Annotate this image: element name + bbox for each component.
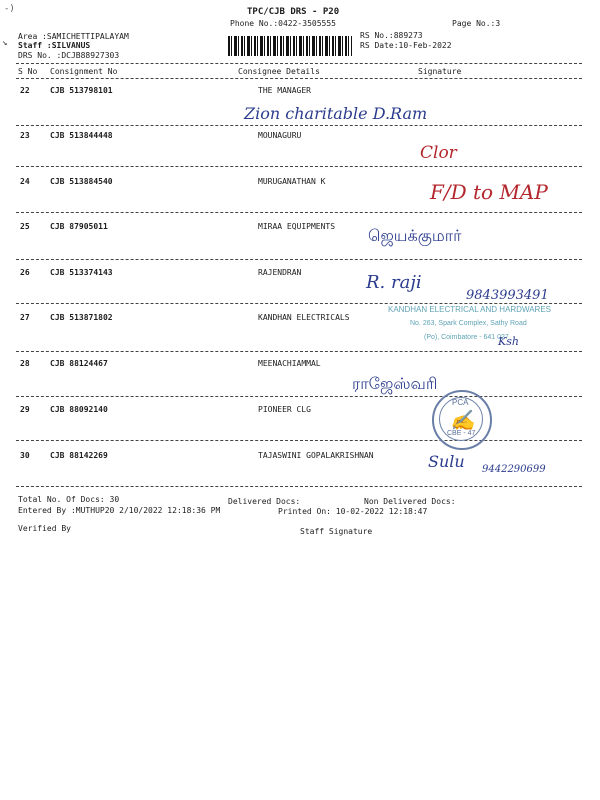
row-consignment: CJB 513374143: [50, 268, 113, 277]
row-consignment: CJB 88124467: [50, 359, 108, 368]
phone-row-26: 9843993491: [466, 288, 549, 303]
row-consignment: CJB 513798101: [50, 86, 113, 95]
row-consignment: CJB 513871802: [50, 313, 113, 322]
signature-row-24: F/D to MAP: [430, 180, 548, 204]
barcode: [228, 36, 352, 56]
total-docs: Total No. Of Docs: 30: [18, 495, 120, 504]
row-divider: [16, 166, 582, 167]
phone-number: Phone No.:0422-3505555: [230, 19, 336, 28]
signature-row-23: Clor: [420, 143, 457, 163]
verified-by: Verified By: [18, 524, 71, 533]
row-divider: [16, 303, 582, 304]
row-sno: 26: [20, 268, 30, 277]
round-seal: [432, 390, 492, 450]
row-consignee: MOUNAGURU: [258, 131, 302, 140]
seal-bottom-text: CBE - 47: [447, 430, 476, 437]
row-sno: 30: [20, 451, 30, 460]
entered-by: Entered By :MUTHUP20 2/10/2022 12:18:36 PM: [18, 506, 221, 515]
margin-arrow: ↘: [2, 38, 8, 48]
row-consignment: CJB 513844448: [50, 131, 113, 140]
signature-row-26: R. raji: [366, 272, 422, 293]
row-divider: [16, 396, 582, 397]
row-divider: [16, 440, 582, 441]
row-consignee: MIRAA EQUIPMENTS: [258, 222, 336, 231]
row-consignee: THE MANAGER: [258, 86, 311, 95]
stamp-line: (Po), Coimbatore - 641 027: [424, 334, 509, 341]
signature-row-28: ராஜேஸ்வரி: [352, 374, 438, 393]
corner-mark: -): [4, 4, 15, 14]
drs-number: DRS No. :DCJB88927303: [18, 51, 120, 60]
row-consignment: CJB 88142269: [50, 451, 108, 460]
row-divider: [16, 212, 582, 213]
staff-label: Staff :SILVANUS: [18, 41, 91, 50]
signature-row-25: ஜெயக்குமார்: [368, 226, 462, 245]
header-divider-top: [16, 63, 582, 64]
page-number: Page No.:3: [452, 19, 501, 28]
row-consignment: CJB 513884540: [50, 177, 113, 186]
row-divider: [16, 125, 582, 126]
row-consignment: CJB 87905011: [50, 222, 108, 231]
row-sno: 25: [20, 222, 30, 231]
document-title: TPC/CJB DRS - P20: [247, 7, 340, 17]
row-consignment: CJB 88092140: [50, 405, 108, 414]
column-header-sno: S No: [18, 67, 38, 76]
row-sno: 23: [20, 131, 30, 140]
row-sno: 29: [20, 405, 30, 414]
row-sno: 28: [20, 359, 30, 368]
row-divider: [16, 351, 582, 352]
delivered-docs: Delivered Docs:: [228, 497, 301, 506]
stamp-line: KANDHAN ELECTRICAL AND HARDWARES: [388, 305, 551, 314]
rs-date: RS Date:10-Feb-2022: [360, 41, 452, 50]
non-delivered-docs: Non Delivered Docs:: [364, 497, 456, 506]
row-consignee: MURUGANATHAN K: [258, 177, 326, 186]
row-divider: [16, 259, 582, 260]
staff-signature: Staff Signature: [300, 527, 373, 536]
column-header-consignment: Consignment No: [50, 67, 118, 76]
printed-on: Printed On: 10-02-2022 12:18:47: [278, 507, 428, 516]
area-label: Area :SAMICHETTIPALAYAM: [18, 32, 129, 41]
seal-signature: ✍: [450, 408, 475, 432]
row-sno: 24: [20, 177, 30, 186]
signature-row-22: Zion charitable D.Ram: [244, 104, 428, 123]
header-divider-bottom: [16, 78, 582, 79]
phone-row-30: 9442290699: [482, 464, 546, 475]
row-consignee: MEENACHIAMMAL: [258, 359, 321, 368]
row-sno: 27: [20, 313, 30, 322]
signature-row-30: Sulu: [428, 452, 465, 471]
row-sno: 22: [20, 86, 30, 95]
row-consignee: KANDHAN ELECTRICALS: [258, 313, 350, 322]
seal-top-text: PCA: [452, 398, 469, 407]
column-header-signature: Signature: [418, 67, 462, 76]
row-consignee: TAJASWINI GOPALAKRISHNAN: [258, 451, 374, 460]
row-divider: [16, 486, 582, 487]
stamp-signature: Ksh: [498, 335, 519, 348]
row-consignee: RAJENDRAN: [258, 268, 302, 277]
row-consignee: PIONEER CLG: [258, 405, 311, 414]
column-header-consignee: Consignee Details: [238, 67, 320, 76]
stamp-line: No. 263, Spark Complex, Sathy Road: [410, 320, 527, 327]
rs-number: RS No.:889273: [360, 31, 423, 40]
